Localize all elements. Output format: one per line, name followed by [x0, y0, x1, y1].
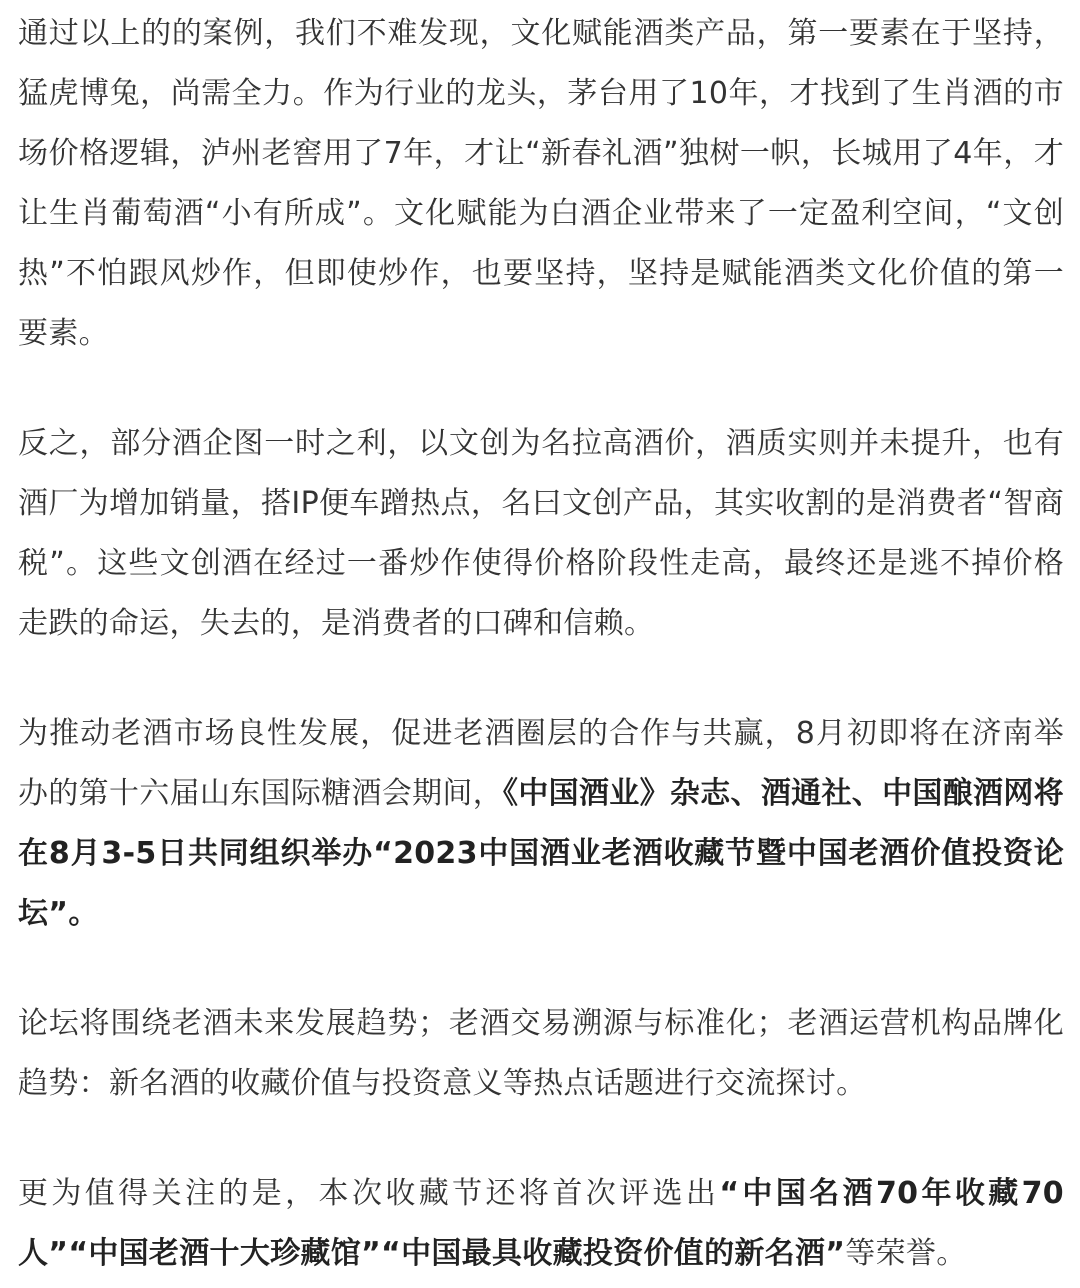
paragraph-forum-topics [18, 994, 1064, 1114]
paragraph-persistence [18, 4, 1064, 364]
paragraph-text: 为推动老酒市场良性发展，促进老酒圈层的合作与共赢，8月初即将在济南举办的第十六届山东国际糖酒会期间， [18, 716, 1064, 811]
article-body [18, 4, 1064, 1284]
paragraph-awards [18, 1164, 1064, 1284]
paragraph-text: 更为值得关注的是，本次收藏节还将首次评选出 [18, 1176, 720, 1211]
award-names-highlight: “中国名酒70年收藏70人”“中国老酒十大珍藏馆”“中国最具收藏投资价值的新名酒” [18, 1176, 1064, 1271]
event-name-highlight: 《中国酒业》杂志、酒通社、中国酿酒网将在8月3-5日共同组织举办“2023中国酒业老酒收藏节暨中国老酒价值投资论坛”。 [18, 776, 1064, 931]
paragraph-text: 论坛将围绕老酒未来发展趋势；老酒交易溯源与标准化；老酒运营机构品牌化趋势：新名酒的收藏价值与投资意义等热点话题进行交流探讨。 [18, 1006, 1064, 1101]
paragraph-speculation [18, 414, 1064, 654]
paragraph-text: 通过以上的的案例，我们不难发现，文化赋能酒类产品，第一要素在于坚持，猛虎博兔，尚需全力。作为行业的龙头，茅台用了10年，才找到了生肖酒的市场价格逻辑，泸州老窖用了7年，才让“新春礼酒”独树一帜，长城用了4年，才让生肖葡萄酒“小有所成”。文化赋能为白酒企业带来了一定盈利空间，“文创热”不怕跟风炒作，但即使炒作，也要坚持，坚持是赋能酒类文化价值的第一要素。 [18, 16, 1064, 351]
paragraph-text: 反之，部分酒企图一时之利，以文创为名拉高酒价，酒质实则并未提升，也有酒厂为增加销量，搭IP便车蹭热点，名曰文创产品，其实收割的是消费者“智商税”。这些文创酒在经过一番炒作使得价格阶段性走高，最终还是逃不掉价格走跌的命运，失去的，是消费者的口碑和信赖。 [18, 426, 1064, 641]
paragraph-text: 等荣誉。 [845, 1236, 967, 1271]
paragraph-event-announcement [18, 704, 1064, 944]
